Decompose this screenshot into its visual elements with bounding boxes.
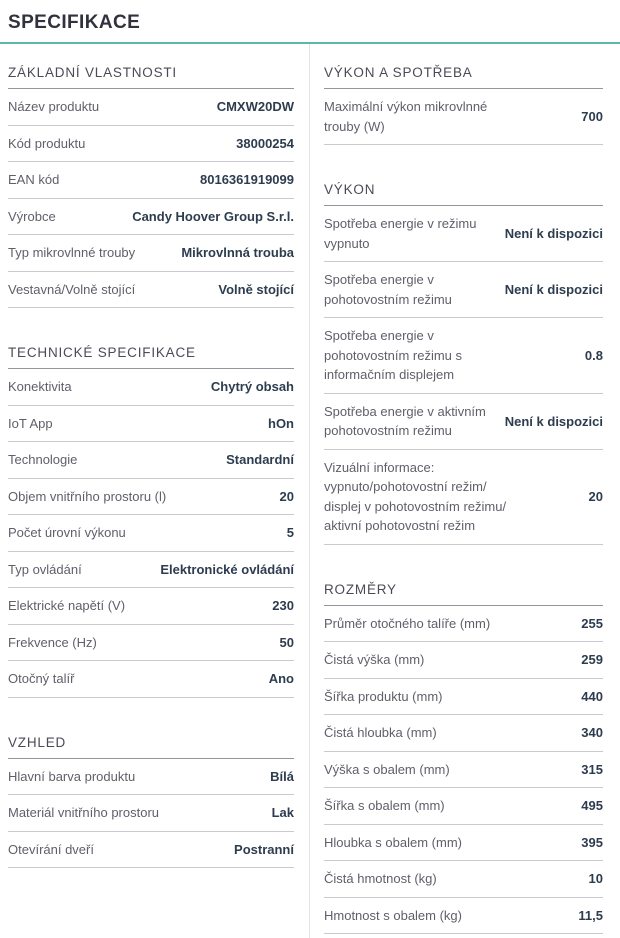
spec-row [324, 89, 603, 145]
spec-row [8, 795, 294, 832]
spec-row-value: CMXW20DW [216, 99, 294, 115]
spec-row-value: 0.8 [584, 347, 603, 363]
spec-row [324, 318, 603, 394]
spec-row-value: Není k dispozici [504, 226, 603, 241]
spec-row-value: 440 [581, 688, 603, 704]
spec-row-label: Maximální výkon mikrovlnné trouby (W) [324, 99, 488, 134]
spec-row-label: Frekvence (Hz) [8, 634, 97, 650]
section-heading: VZHLED [8, 735, 294, 759]
spec-row-value: 20 [588, 489, 603, 504]
spec-row-label: Technologie [8, 452, 78, 467]
spec-row-label: Čistá hmotnost (kg) [324, 871, 437, 886]
spec-row-label: Spotřeba energie v aktivním pohotovostním režimu [324, 403, 486, 438]
spec-section [324, 182, 603, 545]
spec-row-label: Typ ovládání [8, 561, 82, 577]
spec-row [8, 515, 294, 552]
spec-column-left [0, 44, 310, 938]
spec-row-label: Výrobce [8, 208, 56, 224]
spec-row [324, 825, 603, 862]
spec-row [8, 89, 294, 126]
spec-section [8, 65, 294, 308]
spec-row [8, 442, 294, 479]
spec-row-value: 259 [581, 652, 603, 668]
spec-row-label: EAN kód [8, 172, 60, 187]
spec-row [8, 272, 294, 309]
spec-row-value: 255 [581, 615, 603, 631]
spec-row-value: 10 [588, 871, 603, 887]
spec-row [324, 606, 603, 643]
spec-row-label: Průměr otočného talíře (mm) [324, 615, 491, 631]
spec-row-label: Spotřeba energie v režimu vypnuto [324, 216, 477, 251]
spec-row [8, 552, 294, 589]
spec-row [8, 759, 294, 796]
section-heading: ROZMĚRY [324, 582, 603, 606]
spec-column-right [310, 44, 620, 938]
spec-row [8, 162, 294, 199]
spec-row [324, 450, 603, 545]
spec-row-label: Vestavná/Volně stojící [8, 281, 136, 297]
spec-row [324, 715, 603, 752]
page-title: SPECIFIKACE [8, 12, 141, 33]
spec-row-label: Počet úrovní výkonu [8, 525, 126, 540]
spec-row [8, 479, 294, 516]
section-heading: TECHNICKÉ SPECIFIKACE [8, 345, 294, 369]
spec-row-label: Výška s obalem (mm) [324, 761, 450, 777]
spec-row [324, 752, 603, 789]
spec-section [8, 345, 294, 698]
spec-row-value: Bílá [270, 768, 294, 784]
spec-row-value: hOn [268, 415, 294, 431]
spec-row-label: Materiál vnitřního prostoru [8, 805, 160, 820]
section-heading: ZÁKLADNÍ VLASTNOSTI [8, 65, 294, 89]
spec-row-label: Šířka s obalem (mm) [324, 798, 445, 813]
spec-row [324, 642, 603, 679]
spec-row-value: 395 [581, 834, 603, 850]
spec-row-value: Mikrovlnná trouba [181, 245, 294, 261]
spec-row-value: 38000254 [236, 135, 294, 151]
spec-row [8, 832, 294, 869]
spec-row-label: Spotřeba energie v pohotovostním režimu s informačním displejem [324, 328, 463, 382]
spec-row-label: Vizuální informace: vypnuto/pohotovostní režim/ displej v pohotovostním režimu/ aktivní pohotovostní režim [324, 459, 507, 533]
spec-row-label: Čistá hloubka (mm) [324, 725, 437, 740]
spec-row [8, 406, 294, 443]
spec-section [324, 65, 603, 145]
spec-row [8, 235, 294, 272]
section-heading: VÝKON [324, 182, 603, 206]
spec-row [324, 788, 603, 825]
spec-row-value: 700 [581, 109, 603, 124]
spec-row-value: Není k dispozici [504, 282, 603, 297]
spec-row [324, 206, 603, 262]
spec-row-value: Standardní [226, 452, 294, 468]
spec-row [8, 588, 294, 625]
spec-section [8, 735, 294, 869]
spec-row [324, 679, 603, 716]
spec-row-value: Chytrý obsah [210, 379, 294, 395]
spec-row-value: Elektronické ovládání [160, 561, 294, 577]
spec-row [324, 861, 603, 898]
spec-row-label: Šířka produktu (mm) [324, 688, 443, 704]
spec-row-value: 495 [581, 798, 603, 814]
spec-row-value: Lak [271, 805, 294, 821]
spec-row [324, 262, 603, 318]
spec-row-label: IoT App [8, 415, 53, 431]
spec-row-label: Hlavní barva produktu [8, 768, 136, 784]
section-heading: VÝKON A SPOTŘEBA [324, 65, 603, 89]
spec-row-value: 315 [581, 761, 603, 777]
spec-row-value: 5 [286, 525, 294, 541]
spec-row-label: Typ mikrovlnné trouby [8, 245, 136, 260]
spec-row-value: 340 [581, 725, 603, 741]
spec-row-label: Otevírání dveří [8, 841, 94, 857]
spec-row-label: Hloubka s obalem (mm) [324, 834, 462, 850]
spec-row-label: Otočný talíř [8, 671, 75, 686]
spec-row-label: Konektivita [8, 379, 72, 394]
spec-row-value: 230 [272, 598, 294, 614]
spec-columns [0, 44, 620, 938]
spec-row-value: 8016361919099 [200, 172, 294, 188]
spec-section [324, 582, 603, 935]
spec-row-label: Elektrické napětí (V) [8, 598, 126, 613]
spec-row [8, 625, 294, 662]
spec-row [8, 126, 294, 163]
spec-row-value: 11,5 [578, 907, 603, 923]
spec-row [8, 369, 294, 406]
spec-row-label: Kód produktu [8, 135, 86, 151]
spec-row-value: 20 [279, 488, 294, 504]
spec-row [324, 898, 603, 935]
spec-row-value: Postranní [234, 841, 294, 857]
spec-row-value: Není k dispozici [504, 413, 603, 429]
spec-row [8, 661, 294, 698]
spec-row-value: 50 [279, 634, 294, 650]
spec-row-label: Čistá výška (mm) [324, 652, 425, 667]
spec-row-label: Hmotnost s obalem (kg) [324, 907, 462, 923]
spec-row [8, 199, 294, 236]
spec-row-value: Volně stojící [218, 281, 294, 297]
spec-row-value: Candy Hoover Group S.r.l. [132, 208, 294, 224]
spec-row [324, 394, 603, 450]
spec-row-label: Objem vnitřního prostoru (l) [8, 488, 167, 504]
spec-row-value: Ano [268, 671, 294, 687]
spec-row-label: Spotřeba energie v pohotovostním režimu [324, 272, 452, 307]
spec-row-label: Název produktu [8, 99, 100, 114]
